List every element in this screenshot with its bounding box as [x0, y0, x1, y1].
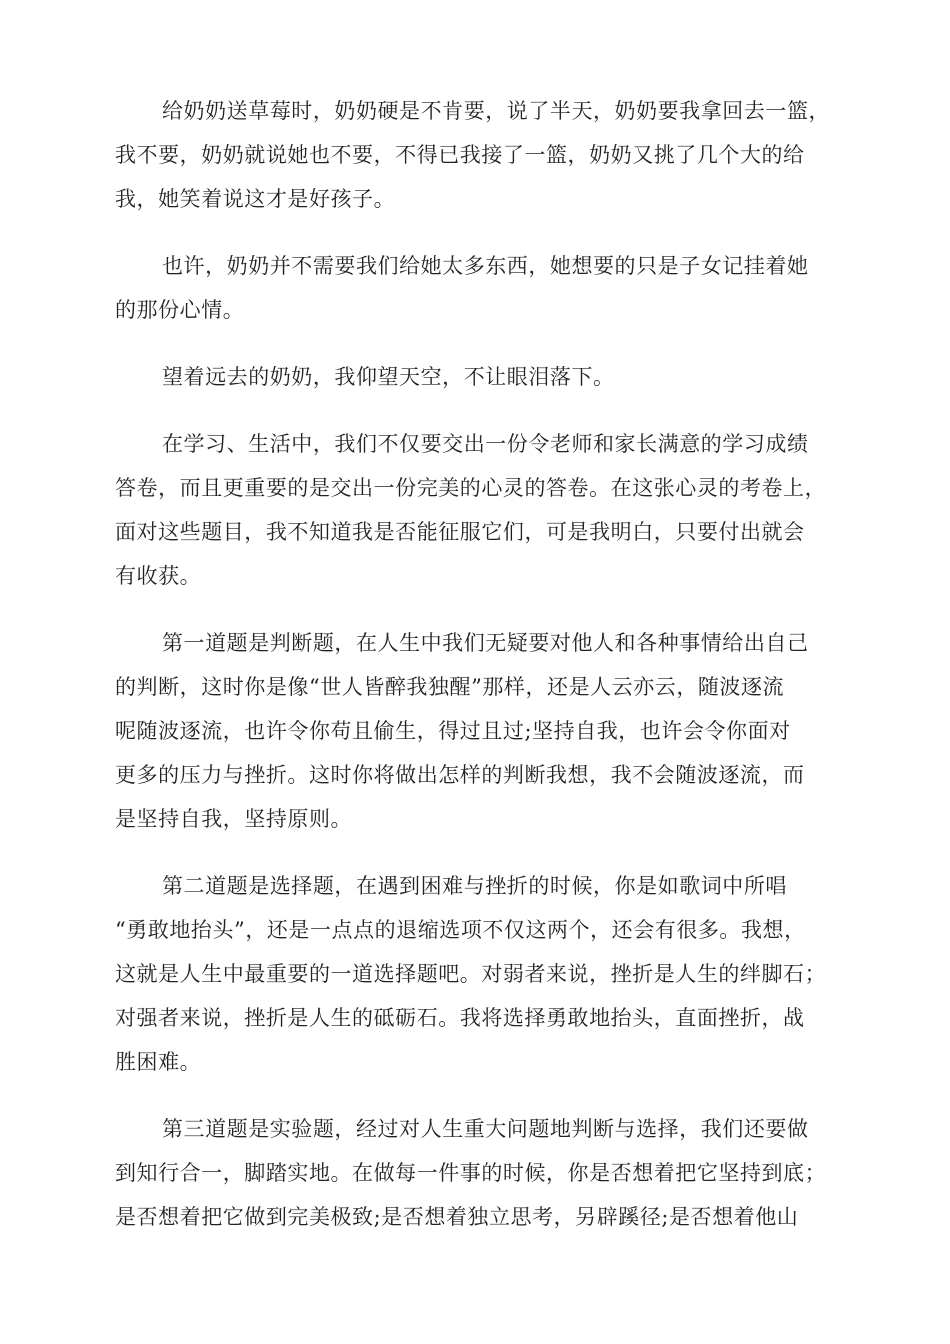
text-line: 我不要，奶奶就说她也不要，不得已我接了一篮，奶奶又挑了几个大的给 [115, 143, 805, 167]
text-line: 第三道题是实验题，经过对人生重大问题地判断与选择，我们还要做 [162, 1117, 809, 1141]
text-line: 的判断，这时你是像“世人皆醉我独醒”那样，还是人云亦云，随波逐流 [115, 675, 785, 699]
text-line: 是坚持自我，坚持原则。 [115, 807, 353, 831]
text-line: 第二道题是选择题，在遇到困难与挫折的时候，你是如歌词中所唱 [162, 874, 787, 898]
paragraph-choice-question [115, 864, 855, 1084]
text-line: 呢随波逐流，也许令你苟且偷生，得过且过;坚持自我，也许会令你面对 [115, 719, 791, 743]
paragraph-judgment-question [115, 621, 855, 841]
text-line: 答卷，而且更重要的是交出一份完美的心灵的答卷。在这张心灵的考卷上， [115, 476, 827, 500]
text-line: 到知行合一，脚踏实地。在做每一件事的时候，你是否想着把它坚持到底； [115, 1161, 827, 1185]
text-line: 胜困难。 [115, 1050, 202, 1074]
paragraph-looking-at-sky [115, 355, 855, 399]
text-line: 第一道题是判断题，在人生中我们无疑要对他人和各种事情给出自己 [162, 631, 809, 655]
paragraph-heart-exam [115, 422, 855, 598]
text-line: 的那份心情。 [115, 298, 245, 322]
text-line: 对强者来说，挫折是人生的砥砺石。我将选择勇敢地抬头，直面挫折，战 [115, 1006, 805, 1030]
text-line: 在学习、生活中，我们不仅要交出一份令老师和家长满意的学习成绩 [162, 432, 809, 456]
text-line: 是否想着把它做到完美极致;是否想着独立思考，另辟蹊径;是否想着他山 [115, 1205, 799, 1229]
paragraph-experiment-question [115, 1107, 855, 1239]
text-line: 我，她笑着说这才是好孩子。 [115, 187, 396, 211]
text-line: 望着远去的奶奶，我仰望天空，不让眼泪落下。 [162, 365, 615, 389]
text-line: 更多的压力与挫折。这时你将做出怎样的判断我想，我不会随波逐流，而 [115, 763, 805, 787]
text-line: 有收获。 [115, 564, 202, 588]
text-line: 也许，奶奶并不需要我们给她太多东西，她想要的只是子女记挂着她 [162, 254, 809, 278]
text-line: 给奶奶送草莓时，奶奶硬是不肯要，说了半天，奶奶要我拿回去一篮， [162, 99, 831, 123]
text-line: 面对这些题目，我不知道我是否能征服它们，可是我明白，只要付出就会 [115, 520, 805, 544]
text-line: 这就是人生中最重要的一道选择题吧。对弱者来说，挫折是人生的绊脚石； [115, 962, 827, 986]
paragraph-gift-strawberries [115, 89, 855, 221]
paragraph-grandma-feelings [115, 244, 855, 332]
text-line: “勇敢地抬头”，还是一点点的退缩选项不仅这两个，还会有很多。我想， [115, 918, 806, 942]
document-body [115, 89, 855, 1262]
